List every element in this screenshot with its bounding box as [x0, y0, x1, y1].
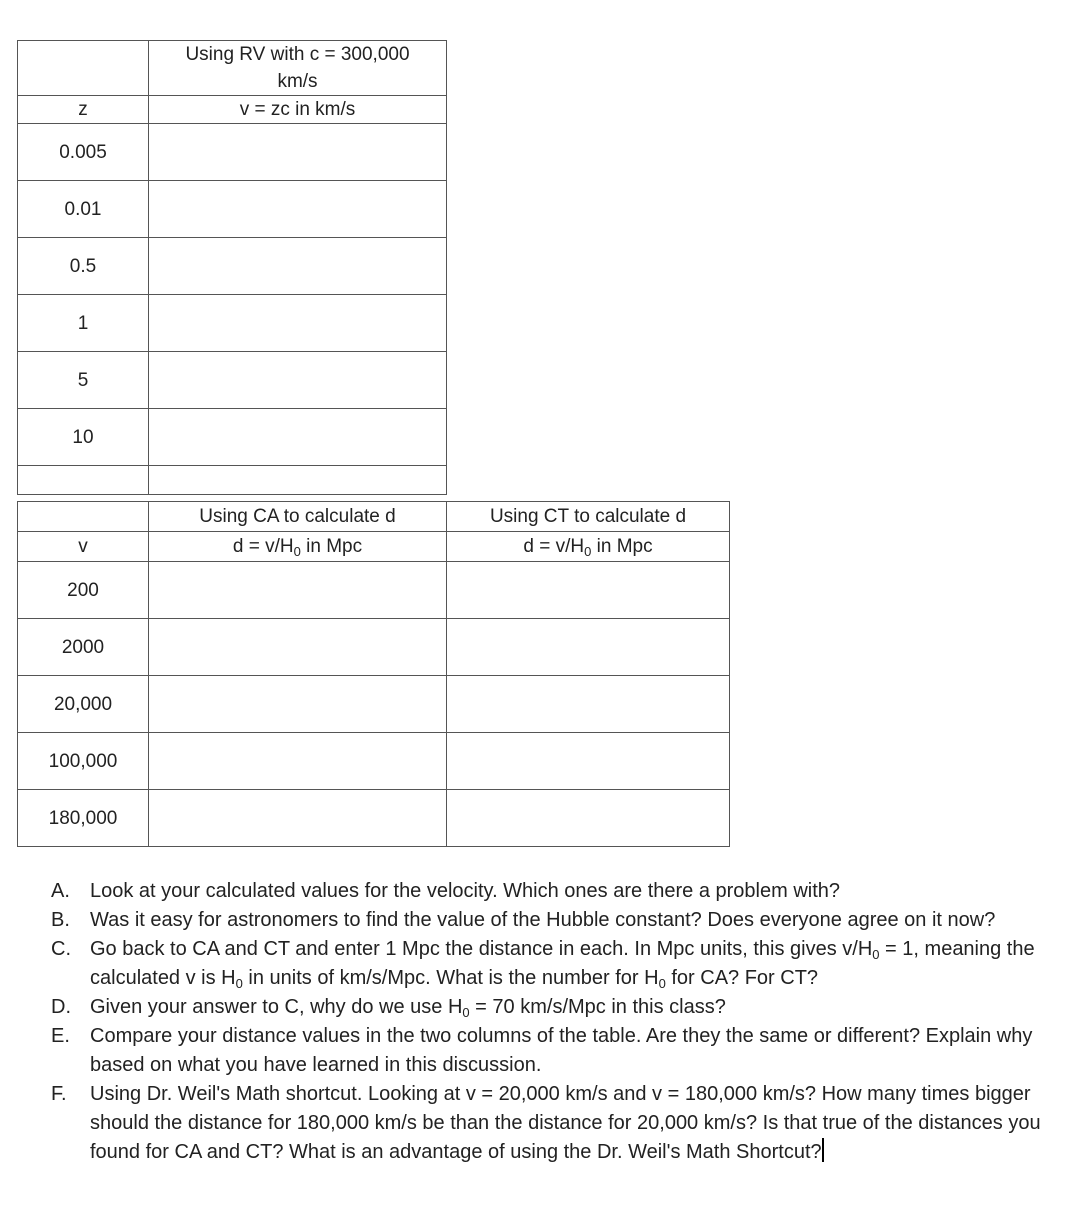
z-value-cell: 10 [18, 409, 149, 466]
velocity-answer-cell[interactable] [149, 352, 447, 409]
velocity-answer-cell[interactable] [149, 295, 447, 352]
question-list [51, 877, 1071, 1167]
table-row [18, 676, 730, 733]
table-row [18, 352, 447, 409]
velocity-answer-cell[interactable] [149, 238, 447, 295]
question-letter: A. [51, 880, 70, 902]
table-row [18, 124, 447, 181]
table-row [18, 619, 730, 676]
question-letter: D. [51, 996, 71, 1018]
v-value-cell: 200 [18, 562, 149, 619]
velocity-answer-cell[interactable] [149, 181, 447, 238]
table1-header-col2 [149, 41, 447, 96]
table1-corner-cell [18, 41, 149, 96]
question-text: Look at your calculated values for the velocity. Which ones are there a problem with? [90, 880, 841, 902]
table-spacer-row [18, 466, 447, 495]
question-letter: F. [51, 1083, 67, 1105]
question-text: Was it easy for astronomers to find the value of the Hubble constant? Does everyone agree on it now? [90, 909, 996, 931]
v-value-cell: 180,000 [18, 790, 149, 847]
table-row [18, 238, 447, 295]
table1-header-z: z [18, 96, 149, 124]
table1-header-v-formula: v = zc in km/s [149, 96, 447, 124]
question-f [51, 1080, 1071, 1167]
table-row [18, 181, 447, 238]
velocity-distance-table [17, 501, 730, 847]
v-value-cell: 20,000 [18, 676, 149, 733]
ct-distance-answer-cell[interactable] [447, 562, 730, 619]
question-e [51, 1022, 1071, 1080]
z-value-cell: 0.01 [18, 181, 149, 238]
question-text: Using Dr. Weil's Math shortcut. Looking at v = 20,000 km/s and v = 180,000 km/s? How many times bigger should the distance for 180,000 km/s be than the distance for 20,000 km/s? Is that true of the distances you found for CA and CT? What is an advantage of using the Dr. Weil's Math Shortcut? [90, 1083, 1041, 1163]
ca-distance-answer-cell[interactable] [149, 676, 447, 733]
question-text: Given your answer to C, why do we use $H_0 = 70$ km/s/Mpc in this class? [90, 996, 726, 1020]
table-row [18, 295, 447, 352]
ca-distance-answer-cell[interactable] [149, 733, 447, 790]
table1-header-col2-line1: Using RV with c = 300,000 [185, 44, 410, 65]
redshift-velocity-table [17, 40, 447, 495]
ca-distance-answer-cell[interactable] [149, 562, 447, 619]
ct-distance-answer-cell[interactable] [447, 619, 730, 676]
question-letter: E. [51, 1025, 70, 1047]
question-a [51, 877, 1071, 906]
v-value-cell: 100,000 [18, 733, 149, 790]
table2-header-ct: Using CT to calculate d [447, 502, 730, 532]
table-row [18, 790, 730, 847]
velocity-answer-cell[interactable] [149, 409, 447, 466]
table2-header-ca: Using CA to calculate d [149, 502, 447, 532]
table2-corner-cell [18, 502, 149, 532]
ct-distance-answer-cell[interactable] [447, 790, 730, 847]
table1-header-col2-line2: km/s [277, 71, 318, 92]
z-value-cell: 0.005 [18, 124, 149, 181]
z-value-cell: 0.5 [18, 238, 149, 295]
question-c [51, 935, 1071, 993]
table-row [18, 733, 730, 790]
velocity-answer-cell[interactable] [149, 124, 447, 181]
text-cursor [822, 1138, 824, 1162]
z-value-cell: 5 [18, 352, 149, 409]
ct-distance-answer-cell[interactable] [447, 733, 730, 790]
table2-header-ct-formula: $d = v/H_0$ in Mpc [447, 532, 730, 562]
ca-distance-answer-cell[interactable] [149, 790, 447, 847]
question-letter: B. [51, 909, 70, 931]
table-row [18, 409, 447, 466]
question-b [51, 906, 1071, 935]
question-letter: C. [51, 938, 71, 960]
question-text: Compare your distance values in the two columns of the table. Are they the same or different? Explain why based on what you have learned in this discussion. [90, 1025, 1033, 1076]
table2-header-ca-formula: $d = v/H_0$ in Mpc [149, 532, 447, 562]
v-value-cell: 2000 [18, 619, 149, 676]
ca-distance-answer-cell[interactable] [149, 619, 447, 676]
ct-distance-answer-cell[interactable] [447, 676, 730, 733]
question-text: Go back to CA and CT and enter 1 Mpc the distance in each. In Mpc units, this gives $v/H_0 = 1$, meaning the calculated v is $H_0$ in units of km/s/Mpc. What is the number for $H_0$ for CA? For CT? [90, 938, 1035, 991]
question-d [51, 993, 1071, 1022]
table-row [18, 562, 730, 619]
z-value-cell: 1 [18, 295, 149, 352]
table2-header-v: v [18, 532, 149, 562]
